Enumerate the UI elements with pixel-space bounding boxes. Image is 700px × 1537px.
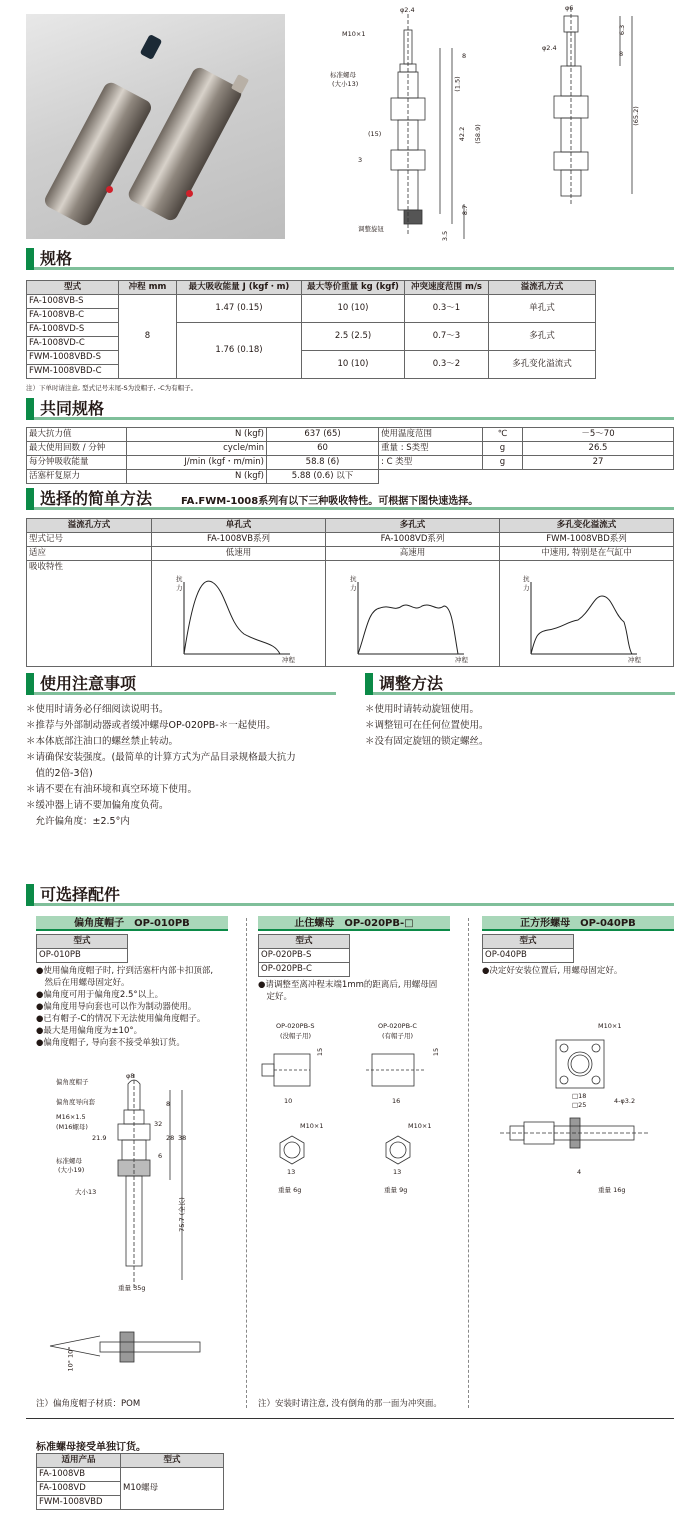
list-item: ＊推荐与外部制动器或者缓冲螺母OP-020PB-＊一起使用。 — [26, 720, 276, 731]
angle-label: 10° 10° — [66, 1346, 75, 1372]
stop-nut-drawing — [258, 1040, 458, 1200]
variant-label: OP-020PB-S — [276, 1022, 315, 1030]
y-axis-label: 力 — [176, 584, 183, 592]
dim-label: 6 — [158, 1152, 163, 1160]
common-specs-table: 最大抗力值 N (kgf) 637 (65) 使用温度范围 ℃ －5～70 最大使用回数 / 分钟 cycle/min 60 重量 : S类型 g 26.5 每分钟吸收能量 J/min (kgf・m/min) 58.8 (6) : C 类型 g 27 活塞杆复原力 N (kgf) 5.88 (0.6) 以下 — [26, 427, 674, 484]
dim-label: 4-φ3.2 — [614, 1097, 636, 1105]
x-axis-label: 冲程 — [455, 656, 468, 664]
weight-label: 重量 6g — [278, 1186, 302, 1194]
part-label: M16×1.5 — [56, 1113, 86, 1121]
product-photo — [26, 14, 285, 239]
caution-list — [26, 702, 296, 830]
dim-label: φ2.4 — [400, 6, 415, 14]
variant-sub: (有帽子用) — [382, 1032, 414, 1040]
section-header-select: 选择的简单方法 FA.FWM-1008系列有以下三种吸收特性。可根据下图快速选择。 — [26, 488, 674, 510]
std-nut-title: 标准螺母接受单独订货。 — [36, 1442, 146, 1453]
dim-label: 10 — [284, 1097, 293, 1105]
dim-label: □18 — [572, 1092, 587, 1100]
dimension-drawing-2 — [520, 4, 670, 204]
select-table: 溢流孔方式 单孔式 多孔式 多孔变化溢流式 型式记号 FA-1008VB系列 FA-1008VD系列 FWM-1008VBD系列 适应 低速用 高速用 中速用, 特别是在气缸中 吸收特性 — [26, 518, 674, 667]
divider — [26, 1418, 674, 1419]
option-note: 注）偏角度帽子材质：POM — [36, 1399, 141, 1409]
dim-label: 8 — [166, 1100, 171, 1108]
dim-label: 8.7 — [461, 204, 470, 216]
list-item: ＊请不要在有油环境和真空环境下使用。 — [26, 784, 198, 795]
std-nut-label: 标准螺母 — [330, 71, 356, 79]
option-bullets: ●请调整至离冲程末端1mm的距离后, 用螺母固 定好。 — [258, 980, 438, 1002]
dim-label: (65.2) — [631, 106, 640, 126]
dim-label: 21.9 — [92, 1134, 107, 1142]
specs-note: 注）下单时请注意, 型式记号末尾-S为没帽子, -C为有帽子。 — [26, 384, 198, 392]
dim-label: φ8 — [126, 1072, 135, 1080]
weight-label: 重量 9g — [384, 1186, 408, 1194]
dim-label: 38 — [178, 1134, 187, 1142]
dim-label: φ2.4 — [542, 44, 557, 52]
list-item: 值的2倍-3倍) — [26, 768, 93, 779]
thread-label: M10×1 — [300, 1122, 324, 1130]
x-axis-label: 冲程 — [282, 656, 295, 664]
list-item: ＊请确保安装强度。(最简单的计算方式为产品目录规格最大抗力 — [26, 752, 296, 763]
adjust-knob-label: 调整旋钮 — [358, 225, 384, 233]
absorption-curves — [170, 562, 675, 666]
dim-label: 15 — [316, 1047, 325, 1057]
y-axis-label: 力 — [523, 584, 530, 592]
part-label: 标准螺母 — [56, 1157, 82, 1165]
section-header-common: 共同规格 — [26, 398, 674, 420]
option-title: 偏角度帽子 OP-010PB — [36, 916, 228, 931]
dim-label: 42.2 — [458, 126, 467, 142]
variant-label: OP-020PB-C — [378, 1022, 417, 1030]
list-item: ＊本体底部注油口的螺丝禁止转动。 — [26, 736, 179, 747]
list-item: ＊没有固定旋钮的锁定螺丝。 — [365, 736, 489, 747]
dim-label: 8 — [619, 50, 624, 58]
dim-label: (1.5) — [453, 76, 462, 92]
x-axis-label: 冲程 — [628, 656, 641, 664]
list-item: ＊调整钮可在任何位置使用。 — [365, 720, 489, 731]
dim-label: (15) — [368, 130, 382, 138]
dim-label: 8 — [462, 52, 467, 60]
dim-label: 15 — [432, 1047, 441, 1057]
hex-size: 13 — [287, 1168, 296, 1176]
specs-table: 型式 冲程 mm 最大吸收能量 J (kgf・m) 最大等价重量 kg (kgf) 冲突速度范围 m/s 溢流孔方式 FA-1008VB-S 8 1.47 (0.15) 10 (10) 0.3～1 单孔式 FA-1008VB-C FA-1008VD-S 1.76 (0.18) 2.5 (2.5) 0.7～3 多孔式 FA-1008VD-C FWM-1008VBD-S 10 (10) 0.3～2 多孔变化溢流式 FWM-1008VBD-C — [26, 280, 596, 379]
option-model-table: 型式 OP-020PB-S OP-020PB-C — [258, 934, 350, 977]
y-axis-label: 抗 — [523, 575, 530, 583]
y-axis-label: 抗 — [350, 575, 357, 583]
section-header-specs: 规格 — [26, 248, 674, 270]
part-label: 偏角度导向套 — [56, 1098, 95, 1106]
option-model-table: 型式 OP-040PB — [482, 934, 574, 963]
dim-label: φ6 — [565, 4, 574, 12]
part-label: (M16螺母) — [56, 1123, 88, 1131]
dim-label: (58.9) — [473, 124, 482, 144]
weight-label: 重量 16g — [598, 1186, 626, 1194]
thread-label: M10×1 — [598, 1022, 622, 1030]
hex-size: 13 — [393, 1168, 402, 1176]
list-item: 允许偏角度：±2.5°内 — [26, 816, 130, 827]
dim-label: 6.3 — [618, 24, 627, 36]
dim-label: 32 — [154, 1120, 163, 1128]
adjust-list — [365, 702, 489, 750]
thread-label: M10×1 — [408, 1122, 432, 1130]
option-note: 注）安装时请注意, 没有倒角的那一面为冲突面。 — [258, 1399, 442, 1409]
option-bullets: ●决定好安装位置后, 用螺母固定好。 — [482, 966, 623, 976]
option-title: 正方形螺母 OP-040PB — [482, 916, 674, 931]
option-model-table: 型式 OP-010PB — [36, 934, 128, 963]
std-nut-size: (大小13) — [332, 80, 359, 88]
option-title: 止住螺母 OP-020PB-□ — [258, 916, 450, 931]
y-axis-label: 抗 — [176, 575, 183, 583]
list-item: ＊缓冲器上请不要加偏角度负荷。 — [26, 800, 169, 811]
part-label: 大小13 — [75, 1188, 97, 1196]
option-bullets: ●使用偏角度帽子时, 拧到活塞杆内部卡扣顶部, 然后在用螺母固定好。 ●偏角度可用于偏角度2.5°以上。 ●偏角度用导向套也可以作为制动器使用。 ●已有帽子-C的情况下无法使用偏角度帽子。 ●最大是用偏角度为±10°。 ●偏角度帽子, 导向套不接受单独订货。 — [36, 966, 214, 1048]
dim-label: 75.7 (全长) — [177, 1197, 186, 1232]
variant-sub: (没帽子用) — [280, 1032, 312, 1040]
section-header-caution: 使用注意事项 — [26, 673, 336, 695]
section-header-options: 可选择配件 — [26, 884, 674, 906]
list-item: ＊使用时请转动旋钮使用。 — [365, 704, 480, 715]
std-nut-table: 适用产品 型式 FA-1008VB M10螺母 FA-1008VD FWM-1008VBD — [36, 1453, 224, 1510]
dim-label: 4 — [577, 1168, 582, 1176]
y-axis-label: 力 — [350, 584, 357, 592]
dim-label: 3 — [358, 156, 363, 164]
part-label: 偏角度帽子 — [56, 1078, 89, 1086]
dim-label: 28 — [166, 1134, 175, 1142]
weight-label: 重量 35g — [118, 1284, 146, 1292]
dim-label: □25 — [572, 1101, 587, 1109]
list-item: ＊使用时请务必仔细阅读说明书。 — [26, 704, 169, 715]
dim-label: 3.5 — [441, 230, 450, 242]
dim-label: M10×1 — [342, 30, 366, 38]
dim-label: 16 — [392, 1097, 401, 1105]
part-label: (大小19) — [58, 1166, 85, 1174]
section-header-adjust: 调整方法 — [365, 673, 675, 695]
